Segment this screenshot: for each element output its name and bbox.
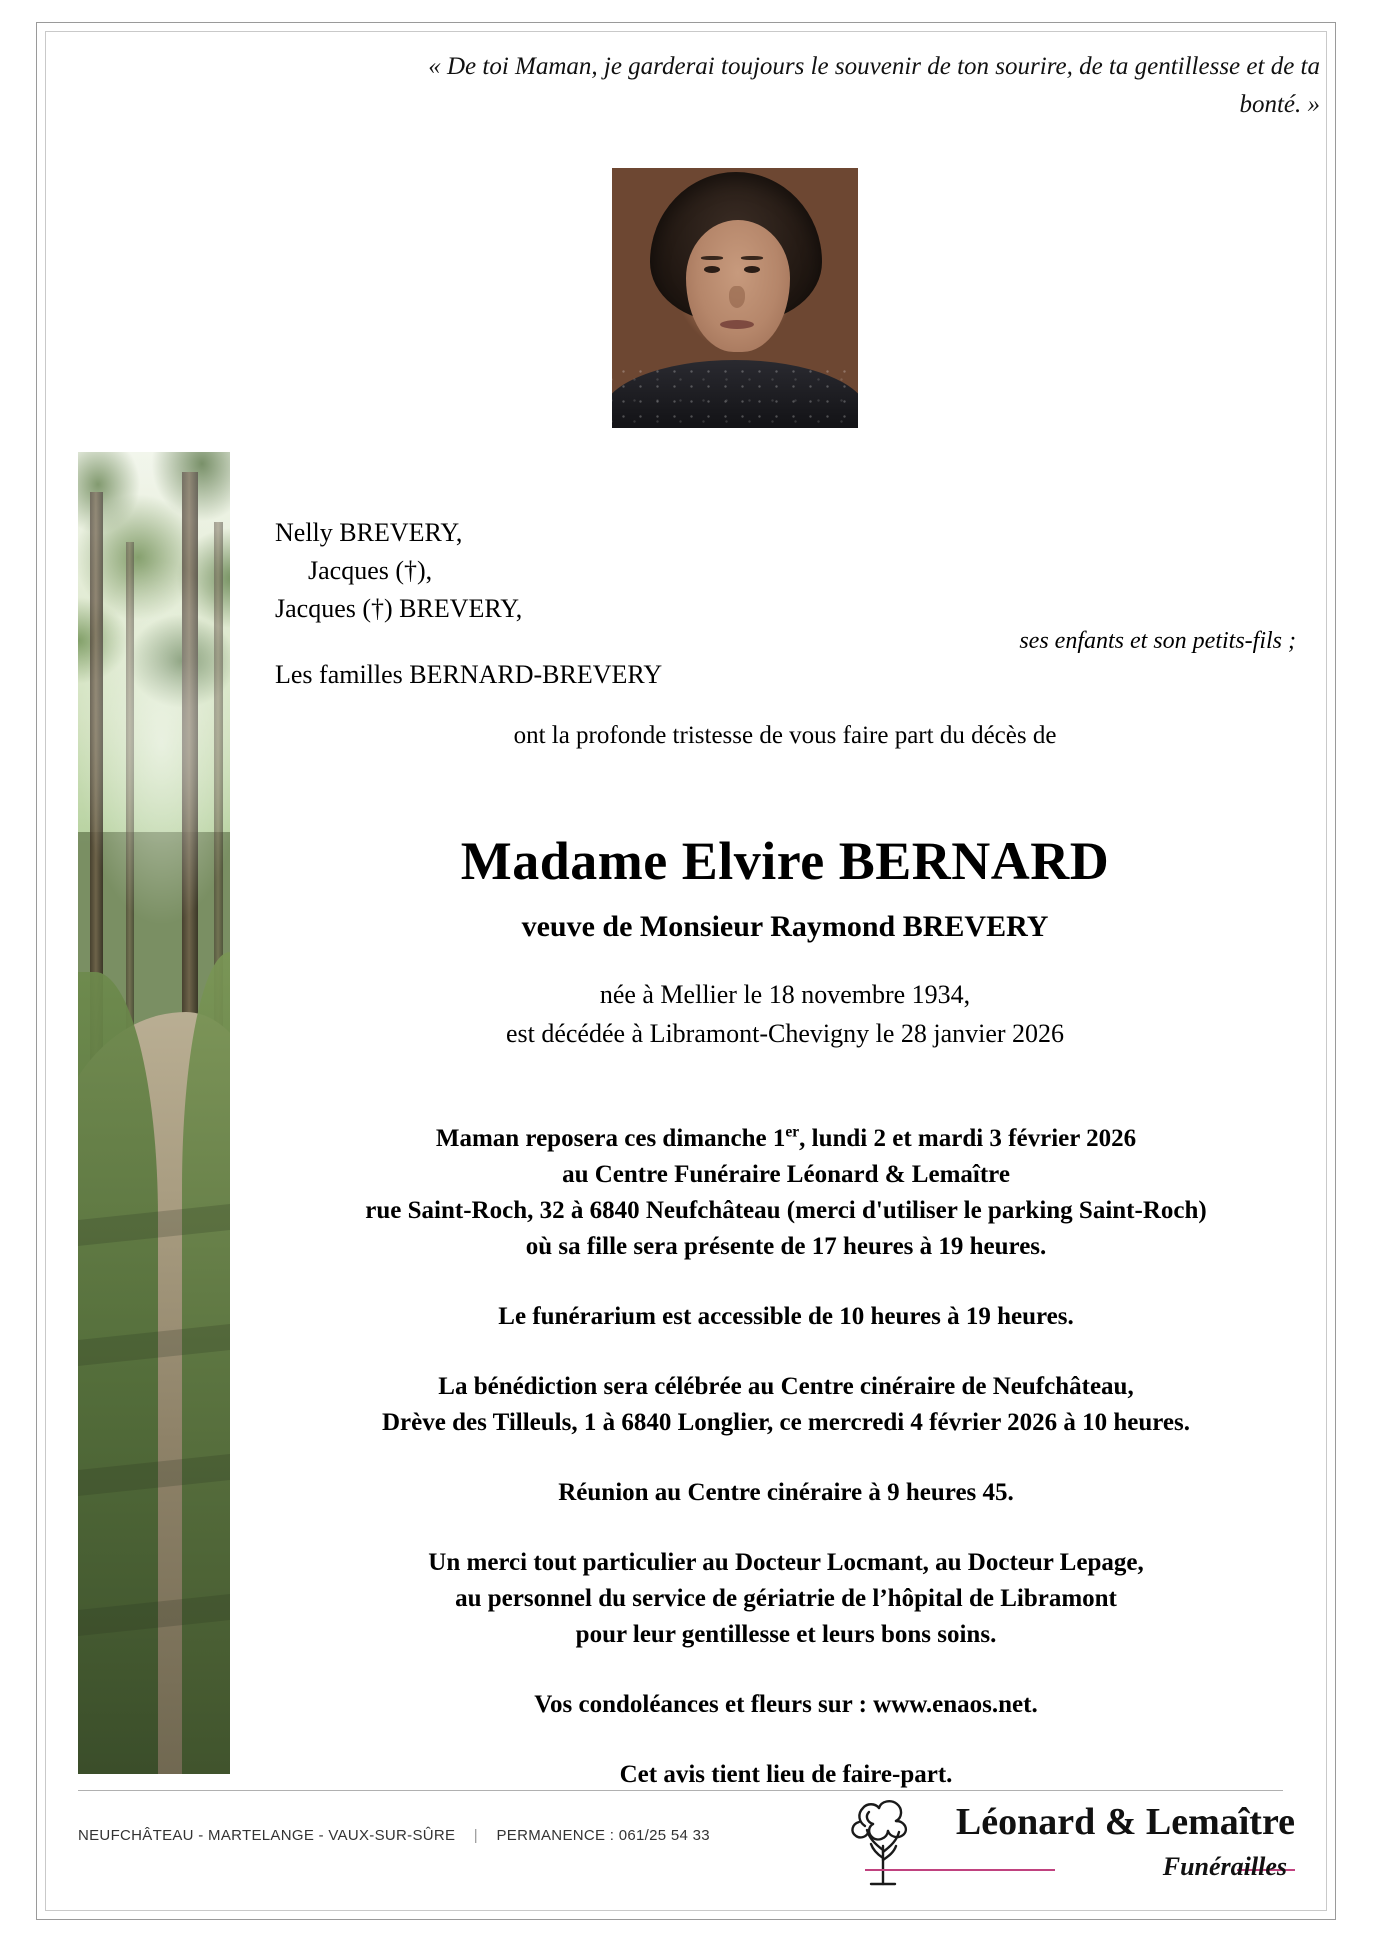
announcement-text: ont la profonde tristesse de vous faire part du décès de xyxy=(513,722,1057,749)
thanks-line-1: Un merci tout particulier au Docteur Locmant, au Docteur Lepage, xyxy=(428,1549,1144,1577)
footer-locations: NEUFCHÂTEAU - MARTELANGE - VAUX-SUR-SÛRE xyxy=(78,1827,456,1844)
death-line: est décédée à Libramont-Chevigny le 28 janvier 2026 xyxy=(505,1019,1065,1048)
footer-divider xyxy=(78,1790,1283,1791)
footer-contact xyxy=(78,1827,710,1844)
portrait-photo xyxy=(612,168,858,428)
family-names xyxy=(275,514,662,694)
family-line-4: Les familles BERNARD-BREVERY xyxy=(275,660,663,689)
footer-separator: | xyxy=(473,1827,478,1844)
repose-ordinal-suffix: er xyxy=(785,1124,800,1141)
repose-line-1: Maman reposera ces dimanche 1er, lundi 2 et mardi 3 février 2026 xyxy=(435,1124,1137,1153)
benediction-line-2: Drève des Tilleuls, 1 à 6840 Longlier, ce mercredi 4 février 2026 à 10 heures. xyxy=(382,1409,1190,1437)
company-logo xyxy=(835,1792,1295,1902)
benediction-line-1: La bénédiction sera célébrée au Centre cinéraire de Neufchâteau, xyxy=(438,1373,1134,1401)
forest-undergrowth-left xyxy=(78,972,158,1774)
thanks-line-2: au personnel du service de gériatrie de l’hôpital de Libramont xyxy=(455,1585,1117,1613)
birth-death-dates xyxy=(280,975,1290,1053)
memorial-quote: « De toi Maman, je garderai toujours le souvenir de ton sourire, de ta gentillesse et de ta bonté. » xyxy=(428,53,1320,118)
portrait-image xyxy=(612,168,858,428)
relation-note: ses enfants et son petits-fils ; xyxy=(1019,628,1296,654)
benediction-block xyxy=(280,1369,1292,1441)
ceremony-details xyxy=(280,1115,1292,1793)
repose-line-3: rue Saint-Roch, 32 à 6840 Neufchâteau (merci d'utiliser le parking Saint-Roch) xyxy=(365,1197,1207,1225)
forest-undergrowth-right xyxy=(182,952,230,1774)
funerarium-hours: Le funérarium est accessible de 10 heures à 19 heures. xyxy=(498,1303,1074,1331)
portrait-clothing-pattern xyxy=(612,360,858,428)
portrait-mouth xyxy=(720,320,754,329)
portrait-eye-left xyxy=(704,266,720,273)
reunion-info: Réunion au Centre cinéraire à 9 heures 45. xyxy=(558,1479,1014,1507)
family-line-3: Jacques (†) BREVERY, xyxy=(275,594,523,623)
repose-block xyxy=(280,1115,1292,1265)
repose-line-2: au Centre Funéraire Léonard & Lemaître xyxy=(562,1161,1010,1189)
logo-rule-left xyxy=(865,1869,1055,1871)
notice-text: Cet avis tient lieu de faire-part. xyxy=(619,1761,953,1789)
deceased-name: Madame Elvire BERNARD xyxy=(460,831,1110,891)
portrait-brow-right xyxy=(741,256,763,260)
footer-permanence: PERMANENCE : 061/25 54 33 xyxy=(496,1827,710,1844)
tree-icon xyxy=(835,1792,931,1888)
birth-line: née à Mellier le 18 novembre 1934, xyxy=(599,980,971,1009)
thanks-block xyxy=(280,1545,1292,1653)
family-line-2: Jacques (†), xyxy=(308,556,433,585)
portrait-nose xyxy=(729,286,745,308)
family-line-1: Nelly BREVERY, xyxy=(275,518,463,547)
portrait-eye-right xyxy=(744,266,760,273)
portrait-brow-left xyxy=(701,256,723,260)
thanks-line-3: pour leur gentillesse et leurs bons soins. xyxy=(575,1621,997,1649)
forest-path-photo xyxy=(78,452,230,1774)
deceased-spouse: veuve de Monsieur Raymond BREVERY xyxy=(521,910,1049,943)
condolences-link[interactable]: Vos condoléances et fleurs sur : www.enaos.net. xyxy=(534,1691,1038,1719)
logo-brand-name: Léonard & Lemaître xyxy=(955,1801,1295,1843)
repose-line-4: où sa fille sera présente de 17 heures à 19 heures. xyxy=(525,1233,1047,1261)
logo-subtitle: Funérailles xyxy=(1162,1852,1287,1881)
